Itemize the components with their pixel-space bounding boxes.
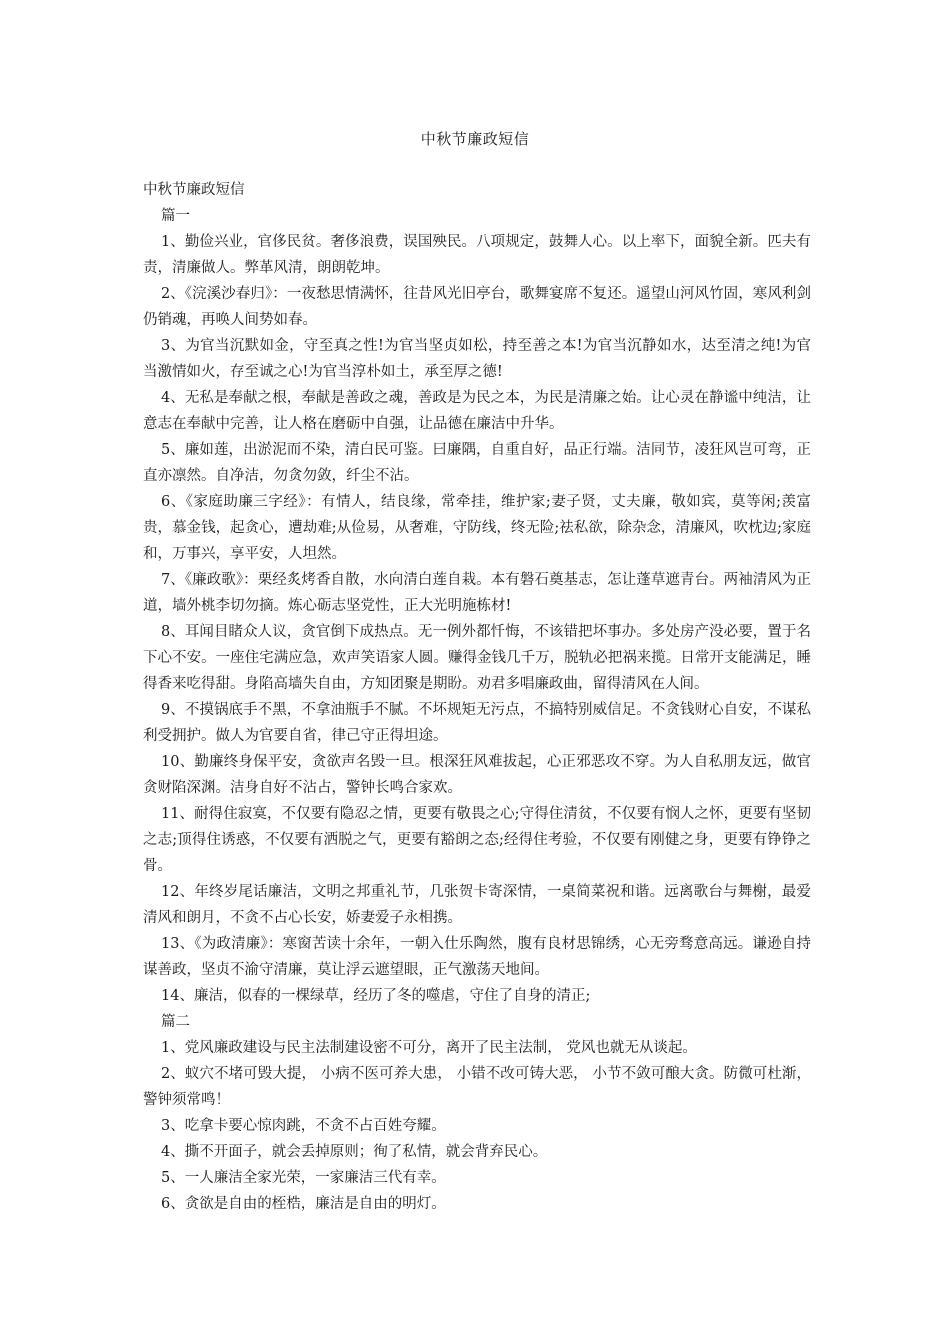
message-item: 8、耳闻目睹众人议，贪官倒下成热点。无一例外都忏悔，不该错把坏事办。多处房产没必要，置于名下心不安。一座住宅满应急，欢声笑语家人圆。赚得金钱几千万，脱轨必把祸来揽。日常开支能满足，睡得香来吃得甜。身陷高墙失自由，方知团聚是期盼。劝君多唱廉政曲，留得清风在人间。 <box>143 624 811 692</box>
section-heading: 篇二 <box>161 1014 190 1030</box>
document-title: 中秋节廉政短信 <box>420 130 530 148</box>
message-item: 7、《廉政歌》：栗经炙烤香自散，水向清白莲自栽。本有磐石奠基志，怎让蓬草遮青台。两袖清风为正道，墙外桃李切勿摘。炼心砺志坚党性，正大光明施栋材! <box>143 572 811 614</box>
message-item: 3、为官当沉默如金，守至真之性!为官当坚贞如松，持至善之本!为官当沉静如水，达至清之纯!为官当激情如火，存至诚之心!为官当淳朴如土，承至厚之德! <box>143 338 811 380</box>
message-item: 13、《为政清廉》：寒窗苦读十余年，一朝入仕乐陶然，腹有良材思锦绣，心无旁骛意高远。谦逊自持谋善政，坚贞不渝守清廉，莫让浮云遮望眼，正气激荡天地间。 <box>143 936 811 978</box>
message-item: 11、耐得住寂寞，不仅要有隐忍之情，更要有敬畏之心;守得住清贫，不仅要有悯人之怀，更要有坚韧之志;顶得住诱惑，不仅要有洒脱之气，更要有豁朗之态;经得住考验，不仅要有刚健之身，更要有铮铮之骨。 <box>143 806 811 874</box>
message-item: 2、蚁穴不堵可毁大提， 小病不医可养大患， 小错不改可铸大恶， 小节不敛可酿大贪。防微可杜渐，警钟须常鸣！ <box>143 1066 811 1108</box>
document-body <box>143 177 811 1217</box>
message-item: 6、贪欲是自由的桎梏，廉洁是自由的明灯。 <box>161 1196 446 1212</box>
message-item: 2、《浣溪沙春归》：一夜愁思情满怀，往昔风光旧亭台，歌舞宴席不复还。遥望山河风竹固，寒风利剑仍销魂，再唤人间势如春。 <box>143 286 811 328</box>
message-item: 5、一人廉洁全家光荣，一家廉洁三代有幸。 <box>161 1170 446 1186</box>
message-item: 14、廉洁，似春的一棵绿草，经历了冬的噬虐，守住了自身的清正; <box>161 988 591 1004</box>
message-item: 12、年终岁尾话廉洁，文明之邦重礼节，几张贺卡寄深情，一桌简菜祝和谐。远离歌台与舞榭，最爱清风和朗月，不贪不占心长安，娇妻爱子永相携。 <box>143 884 811 926</box>
message-item: 5、廉如莲，出淤泥而不染，清白民可鉴。曰廉隅，自重自好，品正行端。洁同节，凌狂风岂可弯，正直亦凛然。自净洁，勿贪勿敛，纤尘不沾。 <box>143 442 811 484</box>
message-item: 1、党风廉政建设与民主法制建设密不可分，离开了民主法制， 党风也就无从谈起。 <box>161 1040 697 1056</box>
message-item: 9、不摸锅底手不黑，不拿油瓶手不腻。不坏规矩无污点，不搞特别威信足。不贪钱财心自安，不谋私利受拥护。做人为官要自省，律己守正得坦途。 <box>143 702 811 744</box>
message-item: 3、吃拿卡要心惊肉跳，不贪不占百姓夸耀。 <box>161 1118 446 1134</box>
section-heading: 篇一 <box>161 208 190 224</box>
document-subtitle: 中秋节廉政短信 <box>143 182 245 198</box>
message-item: 10、勤廉终身保平安，贪欲声名毁一旦。根深狂风难拔起，心正邪恶攻不穿。为人自私朋友远，做官贪财陷深渊。洁身自好不沾占，警钟长鸣合家欢。 <box>143 754 811 796</box>
message-item: 6、《家庭助廉三字经》：有情人，结良缘，常牵挂，维护家;妻子贤，丈夫廉，敬如宾，莫等闲;羡富贵，慕金钱，起贪心，遭劫难;从俭易，从奢难，守防线，终无险;祛私欲，除杂念，清廉风，吹枕边;家庭和，万事兴，享平安，人坦然。 <box>143 494 811 562</box>
message-item: 1、勤俭兴业，官侈民贫。奢侈浪费，误国殃民。八项规定，鼓舞人心。以上率下，面貌全新。匹夫有责，清廉做人。弊革风清，朗朗乾坤。 <box>143 234 811 276</box>
message-item: 4、无私是奉献之根，奉献是善政之魂，善政是为民之本，为民是清廉之始。让心灵在静谧中纯洁，让意志在奉献中完善，让人格在磨砺中自强，让品德在廉洁中升华。 <box>143 390 811 432</box>
message-item: 4、撕不开面子，就会丢掉原则；徇了私情，就会背弃民心。 <box>161 1144 548 1160</box>
